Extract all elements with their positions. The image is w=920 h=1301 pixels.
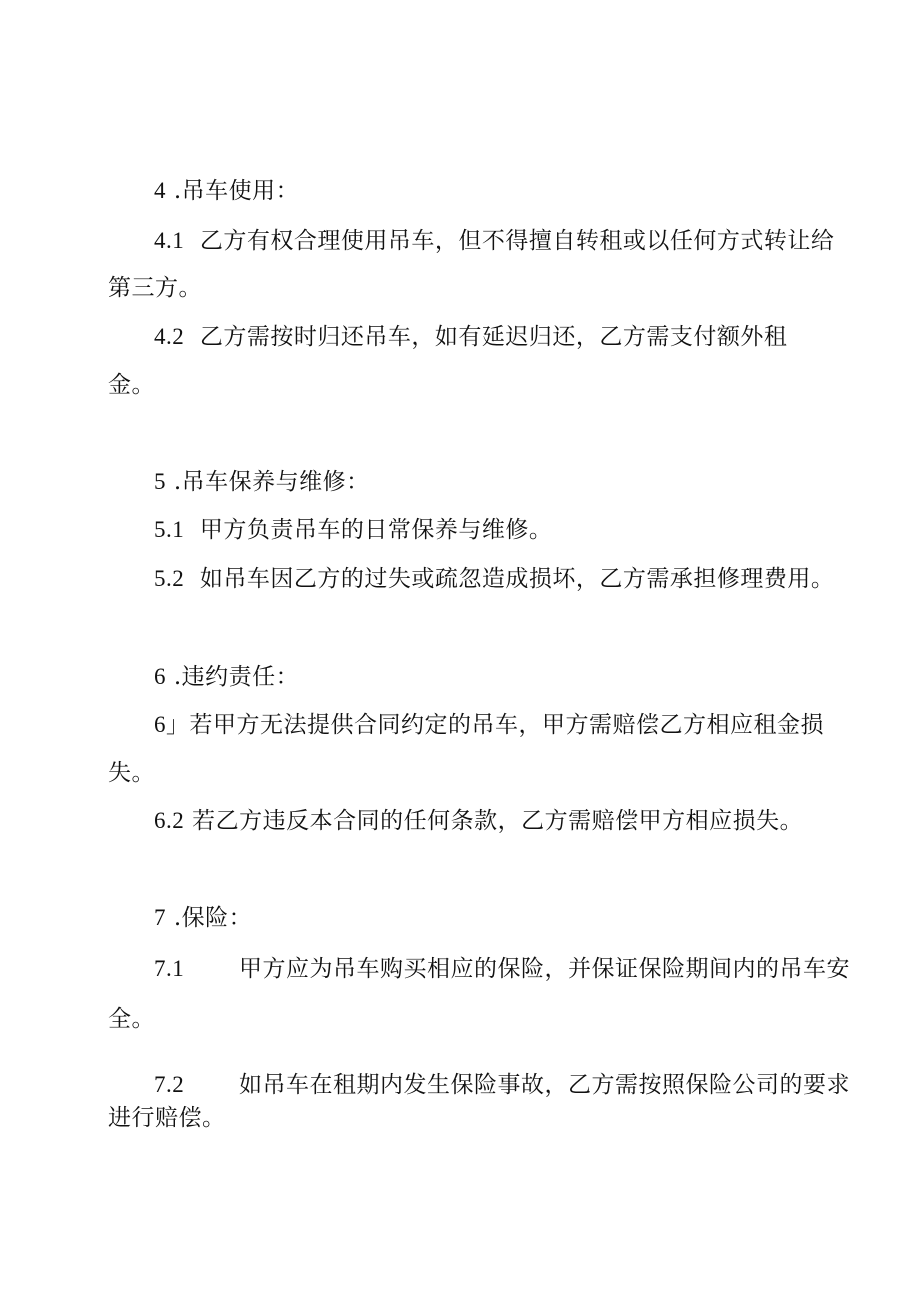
clause-text: 若甲方无法提供合同约定的吊车，甲方需赔偿乙方相应租金损 <box>189 712 824 738</box>
clause-6-2 <box>154 806 803 836</box>
section-title: .吊车保养与维修： <box>173 469 370 495</box>
clause-7-1-continuation: 全。 <box>108 1006 155 1032</box>
section-title: .违约责任： <box>173 664 300 690</box>
section-6-heading <box>154 662 299 692</box>
section-4-heading <box>154 176 299 206</box>
clause-number: 7.2 <box>154 1072 185 1097</box>
clause-7-1 <box>154 954 850 984</box>
clause-text: 如吊车因乙方的过失或疏忽造成损坏，乙方需承担修理费用。 <box>199 566 835 592</box>
clause-text: 如吊车在租期内发生保险事故，乙方需按照保险公司的要求 <box>238 1072 850 1098</box>
clause-number: 5.1 <box>154 517 185 542</box>
clause-4-1 <box>154 226 834 256</box>
section-5-heading <box>154 467 370 497</box>
clause-4-2 <box>154 322 787 352</box>
clause-number: 4.1 <box>154 228 185 253</box>
clause-number: 7.1 <box>154 956 185 981</box>
clause-5-2 <box>154 564 834 594</box>
section-number: 5 <box>154 469 166 494</box>
section-number: 4 <box>154 178 166 203</box>
clause-text: 若乙方违反本合同的任何条款，乙方需赔偿甲方相应损失。 <box>192 808 804 834</box>
clause-text: 乙方需按时归还吊车，如有延迟归还，乙方需支付额外租 <box>199 324 788 350</box>
clause-text: 乙方有权合理使用吊车，但不得擅自转租或以任何方式转让给 <box>199 228 835 254</box>
clause-number: 5.2 <box>154 566 185 591</box>
section-number: 6 <box>154 664 166 689</box>
clause-6-1 <box>154 710 824 740</box>
clause-number: 4.2 <box>154 324 185 349</box>
clause-4-2-continuation: 金。 <box>108 372 155 398</box>
section-number: 7 <box>154 905 166 930</box>
clause-4-1-continuation: 第三方。 <box>108 275 202 301</box>
clause-number: 6.2 <box>154 808 185 833</box>
section-7-heading <box>154 903 252 933</box>
clause-7-2 <box>154 1070 850 1100</box>
section-title: .吊车使用： <box>173 178 300 204</box>
clause-5-1 <box>154 515 552 545</box>
clause-7-2-continuation: 进行赔偿。 <box>108 1105 226 1131</box>
clause-text: 甲方应为吊车购买相应的保险，并保证保险期间内的吊车安 <box>238 956 850 982</box>
clause-6-1-continuation: 失。 <box>108 760 155 786</box>
section-title: .保险： <box>173 905 253 931</box>
clause-text: 甲方负责吊车的日常保养与维修。 <box>199 517 553 543</box>
clause-number: 6」 <box>154 712 190 737</box>
